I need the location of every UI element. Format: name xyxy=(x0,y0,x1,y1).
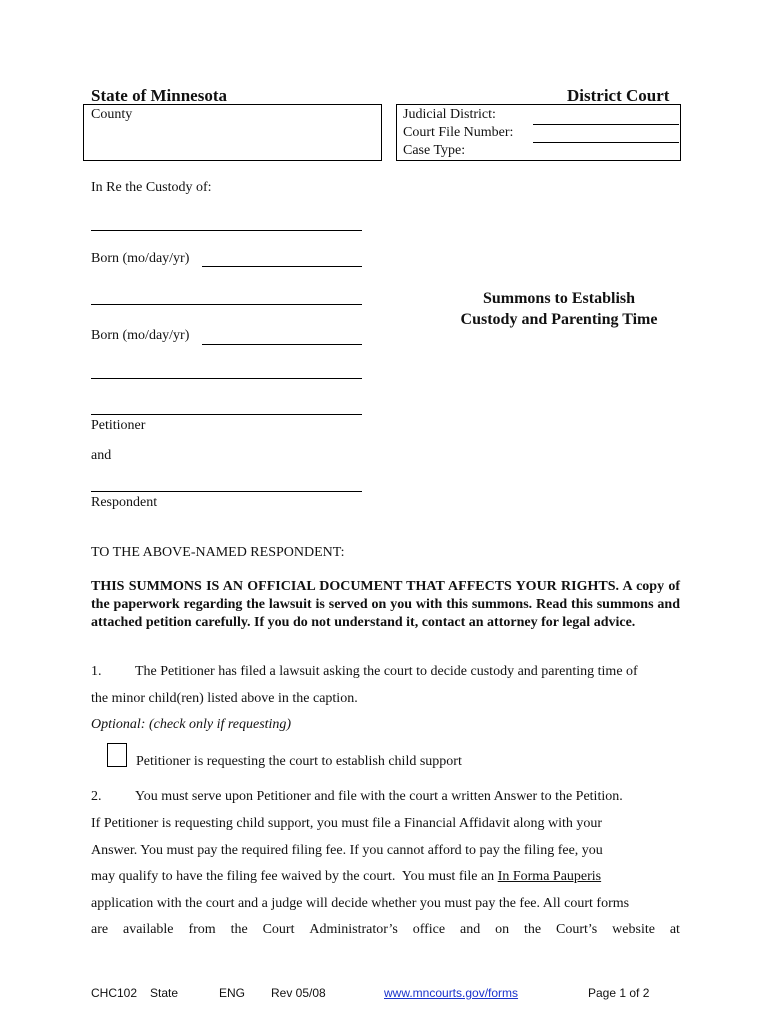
paragraph-2-line-6 xyxy=(91,922,680,938)
to-respondent-heading: TO THE ABOVE-NAMED RESPONDENT: xyxy=(91,545,345,560)
case-type-label: Case Type: xyxy=(403,143,466,158)
paragraph-2-line-1: You must serve upon Petitioner and file with the court a written Answer to the Petition. xyxy=(135,789,623,804)
state-heading: State of Minnesota xyxy=(91,86,227,105)
form-jurisdiction: State xyxy=(150,986,179,1000)
child-support-checkbox-label: Petitioner is requesting the court to establish child support xyxy=(136,754,462,769)
and-label: and xyxy=(91,448,112,463)
line-6-word: Administrator’s xyxy=(309,922,398,937)
court-heading: District Court xyxy=(567,86,670,105)
child-support-checkbox[interactable] xyxy=(107,743,127,767)
respondent-label: Respondent xyxy=(91,495,158,510)
born-label-2: Born (mo/day/yr) xyxy=(91,328,190,343)
document-title xyxy=(424,288,694,330)
court-file-number-label: Court File Number: xyxy=(403,125,514,140)
respondent-name-line[interactable] xyxy=(91,491,362,492)
line-6-word: and xyxy=(459,922,481,937)
paragraph-1-line-2: the minor child(ren) listed above in the caption. xyxy=(91,691,358,706)
paragraph-2-line-4-text: may qualify to have the filing fee waived by the court. You must file an xyxy=(91,869,498,884)
line-6-word: Court’s xyxy=(556,922,598,937)
forms-website-link[interactable]: www.mncourts.gov/forms xyxy=(384,986,519,1000)
line-6-word: are xyxy=(91,922,109,937)
line-6-word: available xyxy=(123,922,174,937)
line-6-word: on xyxy=(495,922,510,937)
line-6-word: website xyxy=(612,922,655,937)
in-re-label: In Re the Custody of: xyxy=(91,180,212,195)
paragraph-1-number: 1. xyxy=(91,664,102,679)
form-language: ENG xyxy=(219,986,246,1000)
petitioner-name-line[interactable] xyxy=(91,414,362,415)
child-name-line-2[interactable] xyxy=(91,304,362,305)
line-6-word: office xyxy=(412,922,446,937)
birthdate-line-2[interactable] xyxy=(202,344,362,345)
birthdate-line-1[interactable] xyxy=(202,266,362,267)
born-label-1: Born (mo/day/yr) xyxy=(91,251,190,266)
line-6-word: the xyxy=(230,922,248,937)
court-file-number-field[interactable] xyxy=(533,142,679,143)
petitioner-label: Petitioner xyxy=(91,418,146,433)
title-line-2: Custody and Parenting Time xyxy=(460,311,658,328)
form-revision: Rev 05/08 xyxy=(271,986,326,1000)
form-code: CHC102 xyxy=(91,986,138,1000)
paragraph-2-line-3: Answer. You must pay the required filing fee. If you cannot afford to pay the filing fee, you xyxy=(91,843,603,858)
line-6-word: at xyxy=(669,922,680,937)
page-number: Page 1 of 2 xyxy=(588,986,650,1000)
rights-warning: THIS SUMMONS IS AN OFFICIAL DOCUMENT THAT AFFECTS YOUR RIGHTS. A copy of the paperwork regarding the lawsuit is served on you with this summons. Read this summons and attached petition carefully. If you do not understand it, contact an attorney for legal advice. xyxy=(91,579,680,630)
county-label: County xyxy=(91,107,133,122)
child-name-line-3[interactable] xyxy=(91,378,362,379)
judicial-district-label: Judicial District: xyxy=(403,107,496,122)
paragraph-2-line-4 xyxy=(91,869,680,885)
paragraph-1-line-1: The Petitioner has filed a lawsuit asking the court to decide custody and parenting time of xyxy=(135,664,638,679)
line-6-word: from xyxy=(188,922,216,937)
paragraph-2-line-5: application with the court and a judge will decide whether you must pay the fee. All court forms xyxy=(91,896,630,911)
paragraph-2-number: 2. xyxy=(91,789,102,804)
county-box xyxy=(83,104,382,161)
in-forma-pauperis-term: In Forma Pauperis xyxy=(497,869,602,884)
line-6-word: Court xyxy=(262,922,295,937)
optional-note: Optional: (check only if requesting) xyxy=(91,717,292,732)
line-6-word: the xyxy=(524,922,542,937)
paragraph-2-line-2: If Petitioner is requesting child support, you must file a Financial Affidavit along with your xyxy=(91,816,603,831)
judicial-district-field[interactable] xyxy=(533,124,679,125)
child-name-line-1[interactable] xyxy=(91,230,362,231)
title-line-1: Summons to Establish xyxy=(482,290,636,307)
case-info-box xyxy=(396,104,681,161)
